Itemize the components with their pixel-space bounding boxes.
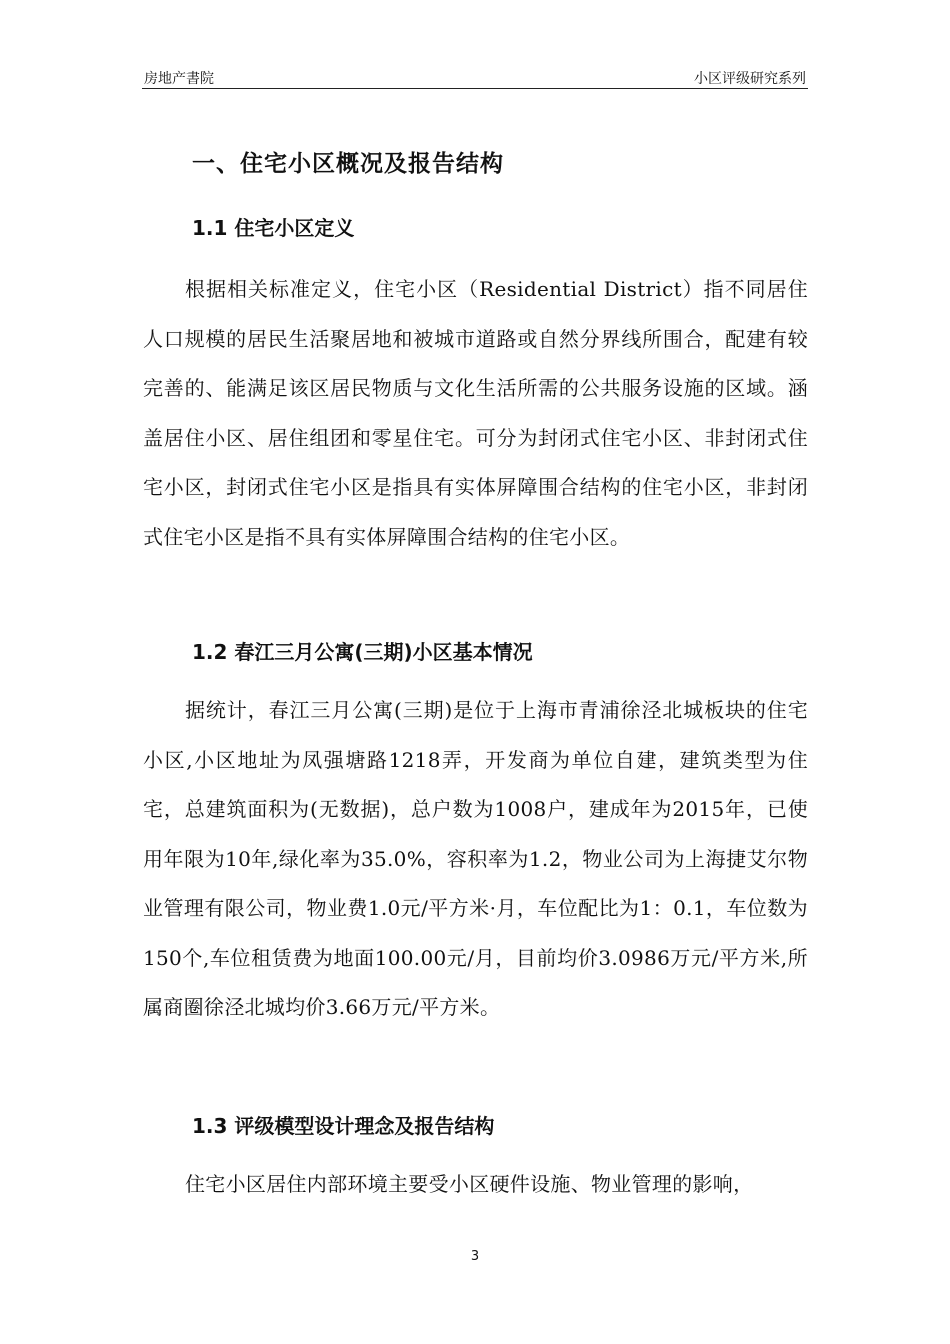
section-paragraph-1-2: 据统计，春江三月公寓(三期)是位于上海市青浦徐泾北城板块的住宅小区,小区地址为凤强塘路1218弄，开发商为单位自建，建筑类型为住宅，总建筑面积为(无数据)，总户数为1008户，建成年为2015年，已使用年限为10年,绿化率为35.0%，容积率为1.2，物业公司为上海捷艾尔物业管理有限公司，物业费1.0元/平方米·月，车位配比为1：0.1，车位数为150个,车位租赁费为地面100.00元/月，目前均价3.0986万元/平方米,所属商圈徐泾北城均价3.66万元/平方米。 [143, 698, 808, 1019]
chapter-title: 一、住宅小区概况及报告结构 [192, 151, 504, 177]
header-series: 小区评级研究系列 [694, 71, 806, 87]
header-brand: 房地产書院 [144, 71, 214, 87]
section-heading-1-2: 1.2 春江三月公寓(三期)小区基本情况 [192, 640, 533, 664]
section-heading-1-3: 1.3 评级模型设计理念及报告结构 [192, 1114, 495, 1138]
page-header [142, 66, 808, 89]
section-heading-1-1: 1.1 住宅小区定义 [192, 216, 355, 240]
page-number: 3 [470, 1249, 480, 1264]
section-paragraph-1-3: 住宅小区居住内部环境主要受小区硬件设施、物业管理的影响， [185, 1172, 754, 1196]
section-paragraph-1-1: 根据相关标准定义，住宅小区（Residential District）指不同居住人口规模的居民生活聚居地和被城市道路或自然分界线所围合，配建有较完善的、能满足该区居民物质与文化生活所需的公共服务设施的区域。涵盖居住小区、居住组团和零星住宅。可分为封闭式住宅小区、非封闭式住宅小区，封闭式住宅小区是指具有实体屏障围合结构的住宅小区，非封闭式住宅小区是指不具有实体屏障围合结构的住宅小区。 [143, 277, 808, 549]
